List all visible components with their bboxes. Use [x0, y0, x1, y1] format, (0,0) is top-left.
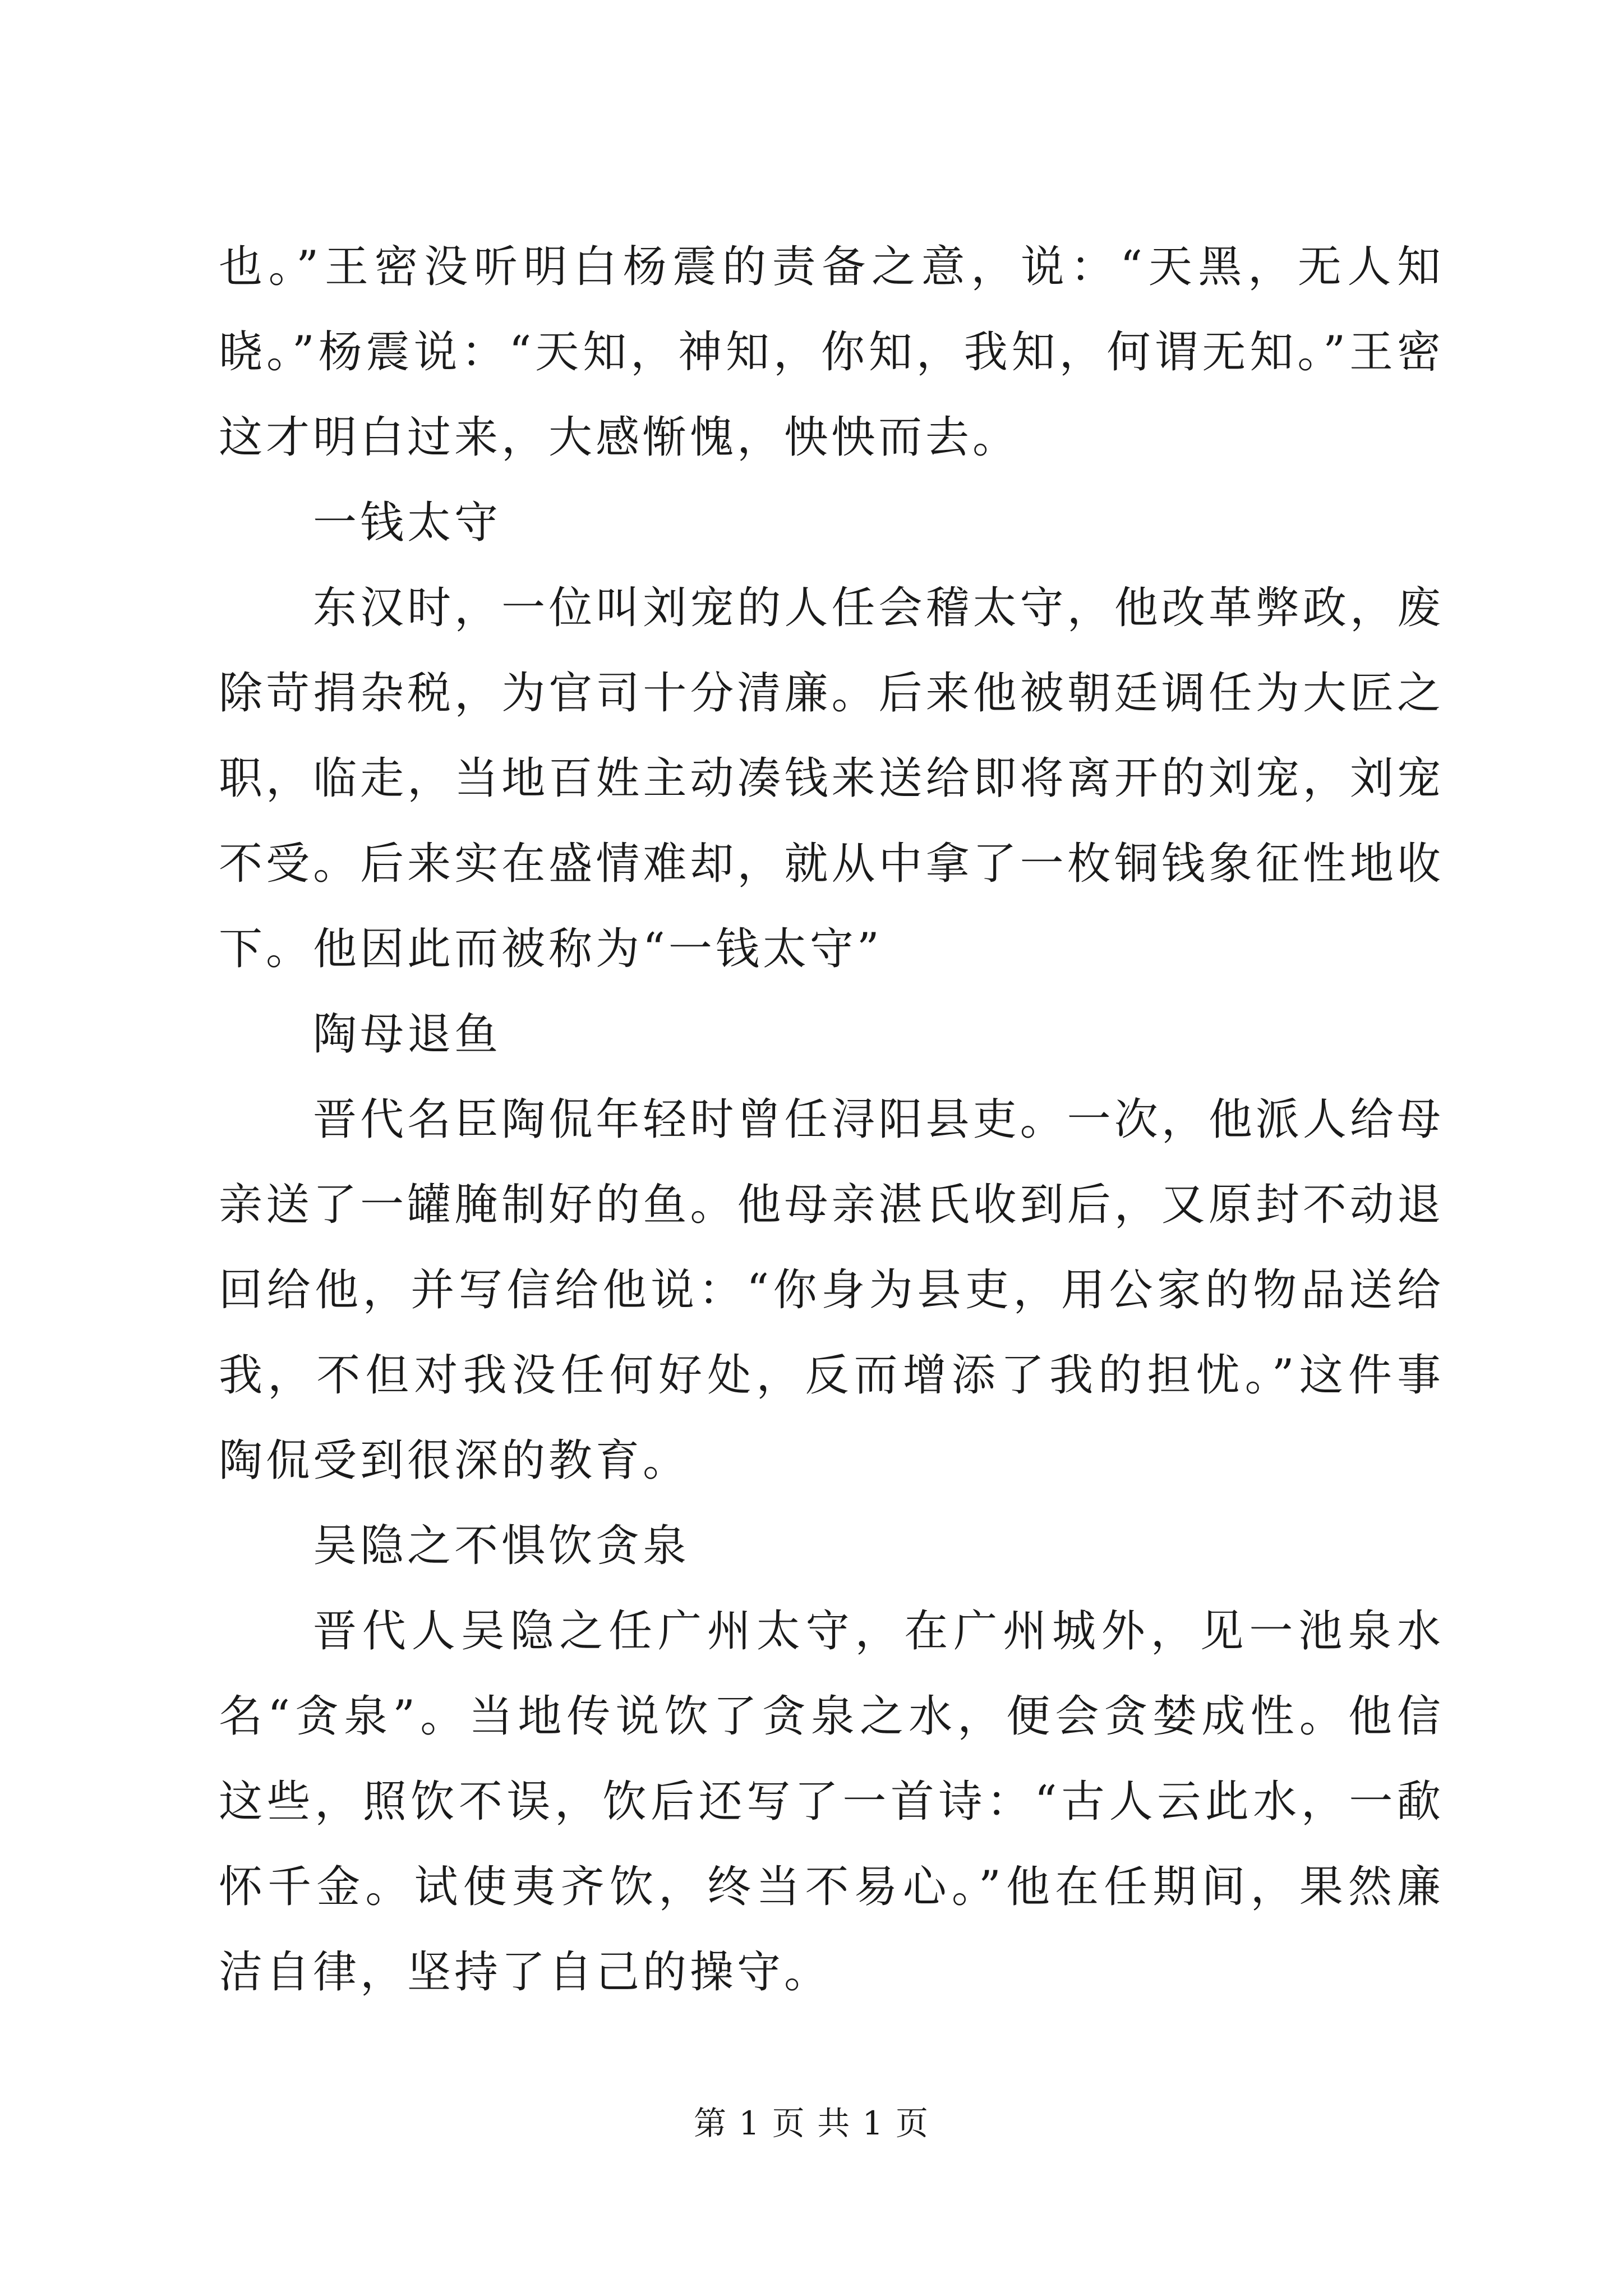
- page-number-footer: 第 1 页 共 1 页: [694, 2104, 929, 2142]
- paragraph-wu-yinzhi: 晋代人吴隐之任广州太守，在广州城外，见一池泉水名“贪泉”。当地传说饮了贪泉之水，便会贪婪成性。他信这些，照饮不误，饮后还写了一首诗：“古人云此水，一歃怀千金。试使夷齐饮，终当不易心。”他在任期间，果然廉洁自律，坚持了自己的操守。: [219, 1606, 1444, 1998]
- paragraph-continuation: 也。”王密没听明白杨震的责备之意，说：“天黑，无人知晓。”杨震说：“天知，神知，你知，我知，何谓无知。”王密这才明白过来，大感惭愧，怏怏而去。: [219, 242, 1444, 463]
- document-body: [219, 224, 1444, 2015]
- section-heading-yiqian-taishou: 一钱太守: [313, 498, 502, 548]
- section-heading-wu-yinzhi: 吴隐之不惧饮贪泉: [313, 1521, 690, 1571]
- section-heading-taomu-tuiyu: 陶母退鱼: [313, 1009, 502, 1060]
- paragraph-tao-kan-mother: 晋代名臣陶侃年轻时曾任浔阳县吏。一次，他派人给母亲送了一罐腌制好的鱼。他母亲湛氏收到后，又原封不动退回给他，并写信给他说：“你身为县吏，用公家的物品送给我，不但对我没任何好处，反而增添了我的担忧。”这件事陶侃受到很深的教育。: [219, 1094, 1444, 1486]
- paragraph-liu-chong: 东汉时，一位叫刘宠的人任会稽太守，他改革弊政，废除苛捐杂税，为官司十分清廉。后来他被朝廷调任为大匠之职，临走，当地百姓主动凑钱来送给即将离开的刘宠，刘宠不受。后来实在盛情难却，就从中拿了一枚铜钱象征性地收下。他因此而被称为“一钱太守”: [219, 583, 1444, 974]
